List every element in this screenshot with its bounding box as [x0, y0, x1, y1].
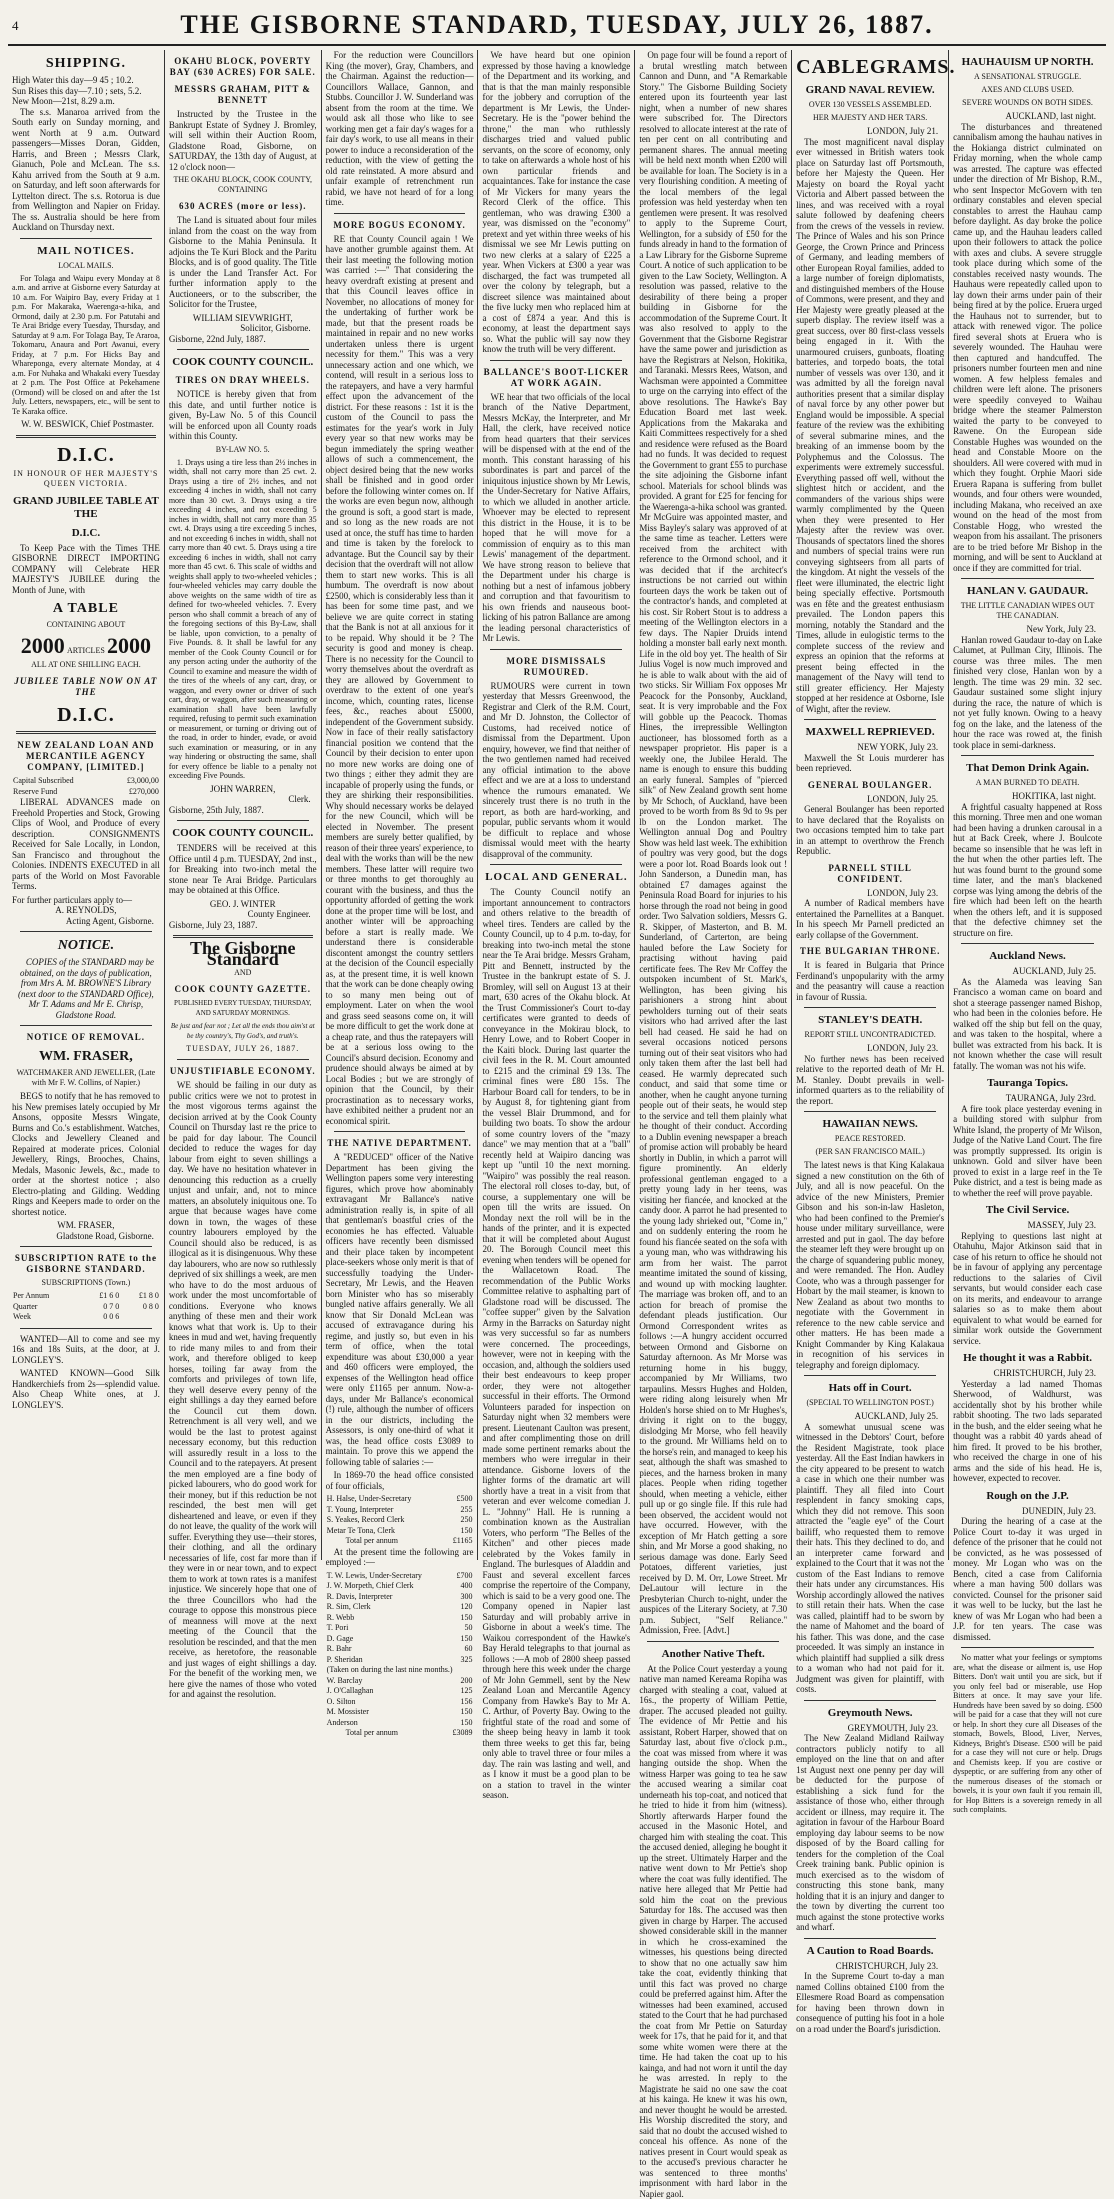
dic-text: To Keep Pace with the Times THE GISBORNE DIRECT IMPORTING COMPANY will Celebrate HER MAJESTY'S JUBILEE during the Month of June, with	[12, 543, 160, 596]
cook-county-heading-2: COOK COUNTY COUNCIL.	[169, 827, 317, 840]
native-text: A "REDUCED" officer of the Native Department has been giving the Wellington papers some very interesting figures, which prove how abominably extravagant Mr Ballance's native administration really is, in spite of all that gentleman's boastful cries of the economies he has effected. Valuable officers have recently been dismissed and their place taken by incompetent place-seekers whose only merit is that of successfully toadying the Under-Secretary, Mr Lewis, and the Heaven born Minister who has so miserably bungled native affairs generally. We all know that Sir Donald McLean was accused of extravagance during his regime, and justly so, but even in his term of office, when the total expenditure was about £30,000 a year and 460 officers were employed, the expenses of the Wellington head office were only £1165 per annum. Now-a-days, under Mr Ballance's economical (!) rule, although the number of officers in the our districts, including the Assessors, is only one-third of what it was, the head office costs £3089 to maintain. To prove this we append the following table of salaries :—	[326, 1152, 474, 1467]
review-heading: GRAND NAVAL REVIEW.	[796, 84, 944, 97]
boulanger-dateline: LONDON, July 25.	[796, 794, 938, 805]
salary-row-cell: 156	[455, 1697, 473, 1708]
divider	[20, 1328, 152, 1329]
salary-row	[326, 1676, 474, 1687]
salary-row	[326, 1505, 474, 1516]
rabbit-text: Yesterday a lad named Thomas Sherwood, of Waldhurst, was accidentally shot by his brother while rabbit shooting. The two lads separated in the bush, and the elder seeing what he thought was a rabbit 40 yards ahead of him fired. It proved to be his brother, who received the charge in one of his arms and the side of his head. He is, however, expected to recover.	[953, 1379, 1102, 1484]
salary-row-cell: 125	[455, 1686, 473, 1697]
hop-bitters-advert: No matter what your feelings or symptoms are, what the disease or ailment is, use Hop Bitters. Don't wait until you are sick, but if you only feel bad or miserable, use Hop Bitters at once. It may save your life. Hundreds have been saved by so doing. £500 will be paid for a case that they will not cure or help. In short they cure all Diseases of the stomach, Bowels, Blood, Liver, Nerves, Kidneys, Bright's Disease. £500 will be paid for a case they will not cure or help. Drugs and Chemists keep. If you are costive or dyspeptic, or are suffering from any other of the numerous diseases of the stomach or bowels, it is your own fault if you remain ill, for Hop Bitters is a sovereign remedy in all such complaints.	[953, 1653, 1102, 1815]
fraser-address: Gladstone Road, Gisborne.	[12, 1231, 154, 1242]
stanley-heading: STANLEY'S DEATH.	[796, 1014, 944, 1027]
hats-text: A somewhat unusual scene was witnessed in the Debtors' Court, before the Resident Magistrate, took place yesterday. All the East Indian hawkers in the city appeared to be present to watch a case in which one their number was plaintiff. They all filed into Court resplendent in fancy smoking caps, which they did not remove. This soon attracted the "eagle eye" of the Court bailiff, who requested them to remove their hats. This they declined to do, and an interpreter came forward and explained to the Court that it was not the custom of the East Indians to remove their hats under any circumstances. His Worship accordingly allowed the natives to still retain their hats. When the case was called, plaintiff had to be sworn by the name of Mahomet and the board of his father. This was done, and the case proceeded. It was simply an instance in which plaintiff had supplied a silk dress to a woman who had not paid for it. Judgment was given for plaintiff, with costs.	[796, 1422, 944, 1695]
shipping-heading: SHIPPING.	[12, 56, 160, 72]
stanley-dateline: LONDON, July 23.	[796, 1043, 938, 1054]
a-table-heading: A TABLE	[12, 601, 160, 617]
divider	[804, 1375, 936, 1376]
salary-row	[326, 1718, 474, 1729]
salary-row-cell: T. Young, Interpreter	[326, 1505, 448, 1516]
at-present: At the present time the following are employed :—	[326, 1547, 474, 1568]
salary-row-cell: T. Pori	[326, 1623, 456, 1634]
subscription-row	[12, 1291, 160, 1302]
warren-name: JOHN WARREN,	[169, 784, 317, 795]
salary-row-cell: 400	[455, 1581, 473, 1592]
mail-text: For Tolaga and Waipu every Monday at 8 a.m. and arrive at Gisborne every Saturday at 10 a.m. For Waipiro Bay, every Friday at 1 p.m. For Makaraka, Waerenga-a-hika, and Ormond, daily at 2.30 p.m. For Patutahi and Te Arai Bridge every Tuesday, Thursday, and Saturday at 9 a.m. For Tolaga Bay, Te Araroa, Tokomaru, Anaura and Port Awanui, every Friday, at 7 p.m. For Hicks Bay and Whareponga, every alternate Monday, at 4 a.m. For Nuhaka and Whakaki every Tuesday at 2 p.m. The Post Office at Pekehamene (Ormond) will be closed on and after the 1st July. Letters, newspapers, etc., will be sent to Te Karaka office.	[12, 274, 160, 417]
divider	[334, 1131, 466, 1132]
demon-sub: A MAN BURNED TO DEATH.	[953, 778, 1102, 788]
dismissals-heading: MORE DISMISSALS RUMOURED.	[482, 656, 630, 678]
parnell-text: A number of Radical members have entertained the Parnellites at a Banquet. In his speech Mr Parnell predicted an early collapse of the Government.	[796, 898, 944, 940]
page-number: 4	[12, 18, 19, 34]
fraser-heading: WM. FRASER,	[12, 1049, 160, 1065]
hats-dateline: AUCKLAND, July 25.	[796, 1411, 938, 1422]
salary-row-cell: 255	[448, 1505, 473, 1516]
notice-text: COPIES of the STANDARD may be obtained, on the days of publication, from Mrs A. M. BROWNE'S Library (next door to the STANDARD Office), Mr T. Adams and Mr E. Chrisp, Gladstone Road.	[12, 957, 160, 1020]
bylaw-text: 1. Drays using a tire less than 2½ inches in width, shall not carry more than 25 cwt. 2. Drays using a tire of 2½ inches, and not exceeding 4 inches in width, shall not carry more than 30 cwt. 3. Drays using a tire exceeding 4 inches, and not exceeding 5 inches in width, shall not carry more than 35 cwt. 4. Drays using a tire exceeding 5 inches, and not exceeding 6 inches in width, shall not carry more than 40 cwt. 5. Drays using a tire exceeding 6 inches in width, shall not carry more than 45 cwt. 6. This scale of widths and weights shall apply to two-wheeled vehicles ; four-wheeled vehicles may carry double the above weights on the same width of tire as defined for two-wheeled vehicles. 7. Every person who shall commit a breach of any of the foregoing sections of this By-Law, shall be liable, upon conviction, to a penalty of Five Pounds. 8. It shall be lawful for any member of the Cook County Council or for any person acting under the authority of the Council to examine and measure the width of the tires of the wheels of any cart, dray, or waggon, and every owner or driver of such cart, dray, or waggon, after such measuring or examination shall have been lawfully required, refusing to permit such examination or measurement, or turning or driving out of the road, in order to hinder, evade, or avoid such examination or measuring, or in any way hindering or obstructing the same, shall for every offence be liable to a penalty not exceeding Five Pounds.	[169, 458, 317, 781]
fraser-title: WATCHMAKER AND JEWELLER, (Late with Mr F. W. Collins, of Napier.)	[12, 1068, 160, 1088]
further-particulars: For further particulars apply to—	[12, 895, 160, 906]
dic-honour: IN HONOUR OF HER MAJESTY'S QUEEN VICTORIA.	[12, 469, 160, 489]
parnell-heading: PARNELL STILL CONFIDENT.	[796, 863, 944, 885]
salary-row	[326, 1571, 474, 1582]
articles-number: 2000	[21, 633, 65, 658]
engineer-title: County Engineer.	[169, 909, 311, 920]
agent-title: Acting Agent, Gisborne.	[12, 916, 154, 927]
hawaii-sub-2: (PER SAN FRANCISCO MAIL.)	[796, 1147, 944, 1157]
salary-row-cell: J. O'Callaghan	[326, 1686, 456, 1697]
salary-row-cell: £500	[448, 1494, 473, 1505]
reserve-label: Reserve Fund	[12, 787, 108, 798]
salary-row	[326, 1526, 474, 1537]
one-shilling: ALL AT ONE SHILLING EACH.	[12, 660, 160, 670]
native-heading: THE NATIVE DEPARTMENT.	[326, 1138, 474, 1149]
unjust-heading: UNJUSTIFIABLE ECONOMY.	[169, 1066, 317, 1077]
cook-county-heading: COOK COUNTY COUNCIL.	[169, 356, 317, 369]
maxwell-dateline: NEW YORK, July 23.	[796, 742, 938, 753]
salary-row	[326, 1623, 474, 1634]
subscription-row-cell: £1 8 0	[120, 1291, 160, 1302]
rabbit-heading: He thought it was a Rabbit.	[953, 1352, 1102, 1365]
columns	[8, 50, 1106, 1560]
divider	[16, 435, 156, 438]
nz-loan-heading: NEW ZEALAND LOAN AND MERCANTILE AGENCY COMPANY, [LIMITED.]	[12, 740, 160, 773]
divider	[961, 943, 1094, 944]
hanlan-text: Hanlan rowed Gaudaur to-day on Lake Calumet, at Pullman City, Illinois. The course was three miles. The men finished very close, Hanlan won by a length. The time was 29 min. 32 sec. Gaudaur sustained some slight injury during the race, the nature of which is not yet fully known. Owing to a heavy fog on the lake, and the lateness of the hour the race was rowed at, the finish took place in semi-darkness.	[953, 635, 1102, 751]
salary-total-present	[326, 1728, 474, 1739]
review-sub-2: HER MAJESTY AND HER TARS.	[796, 113, 944, 123]
subscription-row-cell: 0 8 0	[120, 1302, 160, 1313]
demon-text: A frightful casualty happened at Ross this morning. Three men and one woman had been having a drunken carousal in a hut at Back Creek, where J. Boulcote became so insensible that he was left in the hut when the other parties left. The hut was found burnt to the ground some time later, and the man's blackened corpse was lying among the debris of the fire which had been left on the hearth when the others left, and it is supposed that the defective chimney set the structure on fire.	[953, 802, 1102, 939]
published-line: PUBLISHED EVERY TUESDAY, THURSDAY, AND SATURDAY MORNINGS.	[169, 998, 317, 1018]
jp-dateline: DUNEDIN, July 23.	[953, 1506, 1096, 1517]
hats-sub: (SPECIAL TO WELLINGTON POST.)	[796, 1398, 944, 1408]
salary-row	[326, 1686, 474, 1697]
review-dateline: LONDON, July 21.	[796, 126, 938, 137]
salary-row-cell: 120	[455, 1602, 473, 1613]
salary-row-cell: 150	[455, 1613, 473, 1624]
divider	[20, 1246, 152, 1247]
auckland-text: As the Alameda was leaving San Francisco a woman came on board and shot a steerage passenger named Bishop, who had been in the colonies before. He walked off the ship but fell on the quay, and was taken to the hospital, where a bullet was extracted from his back. It is not known whether the case will result fatally. The woman was not his wife.	[953, 977, 1102, 1072]
boulanger-heading: GENERAL BOULANGER.	[796, 780, 944, 791]
salary-row-cell: 150	[448, 1526, 473, 1537]
salary-row	[326, 1707, 474, 1718]
unjust-text: WE should be failing in our duty as public critics were we not to protest in the most vigorous terms against the decision arrived at by the Cook County Council on Thursday last re the price to be paid for day labour. The Council decided to reduce the wages for day labour from eight to seven shillings a day. We have no hesitation whatever in denouncing this reduction as a cruelly unjust and unfair, and, not to mince matters, an absolutely iniquitous one. To argue that because wages have come down in town, the wages of these country labourers employed by the Council should also be reduced, is as illogical as it is disingenuous. Why these day labourers, who are now so ruthlessly deprived of six shillings a week, are men who have to do the most arduous of work under the most uncomfortable of conditions. Everyone who knows anything of these men and their work knows what that work is. Up to their knees in mud and wet, having frequently to ride many miles to and from their work, and therefore obliged to keep horses, toiling far away from the comforts and privileges of town life, they well deserve every penny of the eight shillings a day they earned before the Council cut them down. Retrenchment is all very well, and we would be the last to protest against necessary economy, but this reduction will assuredly result in a loss to the Council and to the ratepayers. At present the men employed are a fine body of picked labourers, who do good work for their money, but if this reduction be not rescinded, the best men will get disheartened and leave, or even if they do not leave, the quality of the work will suffer. Everything they use—their stores, their clothing, and all the ordinary necessaries of life, cost far more than if they were in or near town, and to expect them to work at town rates is a manifest injustice. We sincerely hope that one of the three Councillors who had the courage to oppose this monstrous piece of meanness will move at the next meeting of the Council that the resolution be rescinded, and that the men receive, as heretofore, the reasonable and just wages of eight shillings a day. For the benefit of the working men, we here give the names of those who voted for and against the resolution.	[169, 1080, 317, 1700]
okahu-block: THE OKAHU BLOCK, COOK COUNTY, CONTAINING	[169, 175, 317, 195]
divider	[804, 1111, 936, 1112]
salary-row-cell: 300	[455, 1592, 473, 1603]
salary-row-cell: H. Halse, Under-Secretary	[326, 1494, 448, 1505]
hawaii-sub: PEACE RESTORED.	[796, 1134, 944, 1144]
capital-value: £3,000,00	[108, 776, 160, 787]
salary-row-cell: O. Silton	[326, 1697, 456, 1708]
okahu-firm: MESSRS GRAHAM, PITT & BENNETT	[169, 84, 317, 106]
greymouth-dateline: GREYMOUTH, July 23.	[796, 1723, 938, 1734]
winter-name: GEO. J. WINTER	[169, 899, 317, 910]
postmaster-signature: W. W. BESWICK, Chief Postmaster.	[12, 419, 154, 430]
dic-small-heading: D.I.C.	[12, 527, 160, 540]
salary-row	[326, 1581, 474, 1592]
subscription-row-cell: Quarter	[12, 1302, 81, 1313]
parnell-dateline: LONDON, July 23.	[796, 888, 938, 899]
shipping-text: The s.s. Manaroa arrived from the South early on Sunday morning, and went North at 9 a.m. Outward passengers—Misses Doran, Gidden, Harris, and Breen ; Messrs Clark, Gianuch, Pole and McLean. The s.s. Kahu arrived from the South at 9 a.m. on Saturday, and left soon afterwards for Lyttelton direct. The s.s. Rotorua is due from Wellington and Napier on Friday. The ss. Australia should be here from Auckland on Thursday next.	[12, 107, 160, 233]
divider	[490, 649, 622, 650]
reduction-text: For the reduction were Councillors King (the mover), Gray, Chambers, and the Chairman. Against the reduction—Councillors Wallace, Gannon, and Stubbs. Councillor J. W. Sunderland was absent from the room at the time. We would ask all those who like to see working men get a fair day's wages for a fair day's work, to use all means in their power to induce a reconsideration of the reduction, with the view of getting the old rate reinstated. A more absurd and unfair example of retrenchment run rabid, we have not heard of for a long time.	[326, 50, 474, 208]
salary-row-cell: T. W. Lewis, Under-Secretary	[326, 1571, 456, 1582]
tauranga-dateline: TAURANGA, July 23rd.	[953, 1093, 1096, 1104]
local-general-text: The County Council notify an important announcement to contractors and others relative to the breadth of wheel tires. Tenders are called by the County Council, up to 4 p.m. to-day, for breaking into two-inch metal the stone near the Te Arai bridge. Messrs Graham, Pitt and Bennett, instructed by the Trustee in the bankrupt estate of S. J. Bromley, will sell on August 13 at their mart, 630 acres of the Okahu block. At the Trust Commissioner's Court to-day certificates were granted to deeds of conveyance in the Mokirau block, to Henry Lowe, and to Robert Cooper in the Kaiti block. During last quarter the civil fees in the R. M. Court amounted to £215 and the criminal £9 13s. The criminal fines were £80 15s. The Harbour Board call for tenders, to be in by August 8, for tightening giant from the vessel Blair Drummond, and for building two boats. To show the ardour of some country lovers of the "mazy dance" we may mention that at a "ball" recently held at Waipiro dancing was kept up "until 10 the next morning. "Waipiro" was possibly the real reason. The electoral roll closes to-day, but, of course, a supplementary one will be open till the writs are issued. On Monday next the roll will be in the hands of the printer, and it is expected that it will be completed about August 20. The Borough Council meet this evening when tenders will be opened for the Wallacetown Road. The recommendation of the Public Works Committee relative to asphalting part of Gladstone road will be discussed. The "coffee supper" given by the Salvation Army in the Barracks on Saturday night was very successful so far as numbers were concerned. The proceedings, however, were not in keeping with the occasion, and, although the soldiers used their best endeavours to keep proper order, they were not altogether successful in their efforts. The Ormond Volunteers paraded for inspection on Saturday night when 32 members were present. Lieutenant Caulton was present, and after complimenting those on drill made some pertinent remarks about the members who were irregular in their attendance. Gisborne lovers of the lighter forms of the dramatic art will shortly have a treat in a visit from that veteran and ever welcome comedian J. L. "Johnny" Hall. He is running a combination known as the Australian Voters, who perform "The Belles of the Kitchen" and other pieces made celebrated by the Vokes family in England. The burlesques of Aladdin and Faust and several excellent farces comprise the repertoire of the Company, which is said to be a very good one. The Company opened in Napier last Saturday and will probably arrive in Gisborne in about a week's time. The Waikou correspondent of the Hawke's Bay Herald telegraphs to that journal as follows :—A mob of 2800 sheep passed through here this week under the charge of Mr John Gemmell, sent by the New Zealand Loan and Mercantile Agency Company from Hawke's Bay to Mr A. C. Arthur, of Poverty Bay. Owing to the frightful state of the road and some of the sheep being heavy in lamb it took them three weeks to get this far, being only able to travel three or four miles a day. The rain was lasting and well, and as I know it must be a good plan to be on a station to travel in the winter season.	[482, 887, 630, 1801]
hauhau-sub-2: AXES AND CLUBS USED.	[953, 85, 1102, 95]
civil-heading: The Civil Service.	[953, 1204, 1102, 1217]
tides-line: High Water this day—9 45 ; 10.2.	[12, 75, 160, 86]
salary-row-cell: (Taken on during the last nine months.)	[326, 1665, 456, 1676]
divider	[961, 755, 1094, 756]
masthead	[8, 4, 1106, 46]
auckland-heading: Auckland News.	[953, 950, 1102, 963]
jubilee-table-heading: GRAND JUBILEE TABLE AT THE	[12, 495, 160, 521]
sievwright-name: WILLIAM SIEVWRIGHT,	[169, 313, 317, 324]
salary-row-cell: R. Sim, Clerk	[326, 1602, 456, 1613]
auckland-dateline: AUCKLAND, July 25.	[953, 966, 1096, 977]
salary-table-present	[326, 1571, 474, 1729]
dismissals-text: RUMOURS were current in town yesterday that Messrs Greenwood, the Registrar and Clerk of the R.M. Court, and Mr D. Johnston, the Collector of Customs, had received notice of dismissal from the Department. Upon enquiry, however, we find that neither of the two gentlemen named had received any official intimation to the above effect and we are at a loss to understand whence the rumours emanated. We sincerely trust there is no truth in the report, as both are hard-working, and popular, public servants whom it would be difficult to replace and whose dismissal would meet with the hearty disapproval of the community.	[482, 681, 630, 860]
salary-row-cell: 200	[455, 1676, 473, 1687]
divider	[334, 213, 466, 214]
native-theft-text: At the Police Court yesterday a young native man named Kereama Ropiha was charged with stealing a coat, valued at 16s., the property of William Pettie, draper. The accused pleaded not guilty. The evidence of Mr Pettie and his assistant, Robert Harper, showed that on Saturday last, about five o'clock p.m., the coat was missed from where it was hanging outside the shop. When the witness Harper was going to tea he saw the accused wearing a similar coat underneath his top-coat, and noticed that he tried to hide it from him (witness). Shortly afterwards Harper found the accused in the Masonic Hotel, and charged him with stealing the coat. This the accused denied, alleging he bought it up the street. Ultimately Harper and the native went down to Mr Pettie's shop where the coat was fully identified. The native here alleged that Mr Pettie had sold him the coat on the previous Saturday for 18s. The accused was then given in charge by Harper. The accused showed considerable skill in the manner in which he cross-examined the witnesses, his questions being directed to show that no one actually saw him take the coat, evidently thinking that until this fact was proved no charge could be preferred against him. After the witnesses had been examined, accused stated to the Court that he had purchased the coat from Mr Pettie on Saturday week for 17s, that he paid for it, and that some white women were there at the time. He had taken the coat up to his kainga, and had not worn it until the day he was arrested. In reply to the Magistrate he said no one saw the coat at his kainga. He knew it was his own, and never thought he would be arrested. His Worship discredited the story, and said that no doubt the accused wished to conceal his offence. As none of the natives present in Court would speak as to the accused's previous character he was sentenced to three months' imprisonment with hard labor in the Napier gaol.	[639, 1664, 787, 2199]
salary-row-cell: 150	[455, 1634, 473, 1645]
hats-heading: Hats off in Court.	[796, 1382, 944, 1395]
salary-row	[326, 1644, 474, 1655]
paper-and: AND	[169, 968, 317, 978]
divider	[177, 1059, 309, 1060]
salary-row-cell: 60	[455, 1644, 473, 1655]
hauhau-sub-3: SEVERE WOUNDS ON BOTH SIDES.	[953, 98, 1102, 108]
salary-row	[326, 1515, 474, 1526]
salary-row-cell: J. W. Morpeth, Chief Clerk	[326, 1581, 456, 1592]
column-6	[792, 50, 949, 1560]
bogus-text: RE that County Council again ! We have another grumble against them. At their last meeting the following motion was carried :—" That considering the heavy overdraft existing at present and that this Council leaves office in November, no allocations of money for the undertaking of further work be made, but that the present roads be maintained in repair and no new works undertaken unless there is urgent necessity for them." This was a very unnecessary action and one which, we contend, will result in a serious loss to the ratepayers, and have a very harmful effect upon the advancement of the district. For these reasons : 1st it is the custom of the Council to pass the estimates for the year's work in July every year so that new works may be begun immediately the spring weather allows of such a commencement, the object desired being that the new works shall be finished and in good order before the following winter comes on. If the works are even begun now, although the ground is soft, a good start is made, and so long as the new roads are not used at once, the stuff has time to harden and time is taken by the forelock to advantage. But the Council say by their decision that the overdraft will not allow them to start new works. This is all humbum. The overdraft is now about £2500, which is considerably less than it has been for some time past, and we believe we are quite correct in stating that the Bank is not at all anxious for it to be repaid. Why should it be ? The security is good and money is cheap. There is no necessity for the Council to worry themselves about the overdraft as they are allowed by Government to overdraw to the extent of one year's income, which, counting rates, license fees, &c., reaches about £5000, independent of the Government subsidy. Now in face of their really satisfactory financial position we contend that the Council by their decision to enter upon no more new works are doing one of two things ; either they admit they are incapable of properly using the funds, or they are shirking their responsibilities. Why should necessary works be delayed for the new Council, which will be elected in November. The present members are surely better qualified, by reason of their three years' experience, to deal with the works than will be the new members. These latter will require two or three months to get thoroughly au courant with the business, and thus the opportunity afforded of getting the work done at the proper time will be lost, and another winter will be approaching before a start is really made. We understand there is considerable discontent amongst the country settlers at the decision of the Council especially as, at the present time, it is well known that the work can be done cheaply owing to so many men being out of employment. Later on when the wool and grass seed seasons come on, it will be more difficult to get the work done at a cheap rate, and thus the ratepayers will be at a serious loss owing to the Council's absurd decision. Economy and prudence should always be aimed at by Local Bodies ; but we are strongly of opinion that the Council, by their procrastination as to necessary works, have exhibited neither a prudent nor an economical spirit.	[326, 234, 474, 1127]
okahu-heading: OKAHU BLOCK, POVERTY BAY (630 ACRES) FOR SALE.	[169, 56, 317, 78]
bulgaria-heading: THE BULGARIAN THRONE.	[796, 946, 944, 957]
salary-total-1869	[326, 1536, 474, 1547]
local-general-heading: LOCAL AND GENERAL.	[482, 871, 630, 884]
column-5	[635, 50, 792, 1560]
fraser-text: BEGS to notify that he has removed to his New premises lately occupied by Mr Ansons, opposite Messrs Wingate, Burns and Co.'s establishment. Watches, Clocks and Jewellery Cleaned and Repaired at moderate prices. Colonial Jewellery, Rings, Brooches, Chains, Medals, Masonic Jewels, &c., made to order at the shortest notice ; also Electro-plating and Gilding. Wedding Rings and Keepers made to order on the shortest notice.	[12, 1091, 160, 1217]
subscription-row-cell: 0 7 0	[81, 1302, 121, 1313]
articles-word: ARTICLES	[67, 646, 105, 655]
capital-label: Capital Subscribed	[12, 776, 108, 787]
caution-text: In the Supreme Court to-day a man named Collins obtained £100 from the Ellesmere Road Board as compensation for having been thrown down in consequence of putting his foot in a hole on a road under the Board's jurisdiction.	[796, 1971, 944, 2034]
subscription-row-cell: Per Annum	[12, 1291, 81, 1302]
notice-heading: NOTICE.	[12, 938, 160, 954]
demon-dateline: HOKITIKA, last night.	[953, 791, 1096, 802]
maxwell-text: Maxwell the St Louis murderer has been reprieved.	[796, 753, 944, 774]
local-mails-subhead: LOCAL MAILS.	[12, 261, 160, 271]
motto: Be just and fear not ; Let all the ends thou aim'st at be thy country's, Thy God's, and truth's.	[169, 1021, 317, 1041]
masthead-title: THE GISBORNE STANDARD, TUESDAY, JULY 26, 1887.	[8, 10, 1106, 40]
stanley-sub: REPORT STILL UNCONTRADICTED.	[796, 1030, 944, 1040]
okahu-text-2: The Land is situated about four miles inland from the coast on the way from Gisborne to the Mahia Peninsula. It adjoins the Te Kuri Block and the Paritu Blocks, and is of good quality. The Title is under the Land Transfer Act. For further information apply to the Auctioneers, or to the subscriber, the Solicitor for the Trustee,	[169, 215, 317, 310]
clerk-title: Clerk.	[169, 794, 311, 805]
divider	[647, 1641, 779, 1642]
agent-name: A. REYNOLDS,	[12, 905, 160, 916]
in-1869: In 1869-70 the head office consisted of four officials,	[326, 1470, 474, 1491]
hawaii-heading: HAWAIIAN NEWS.	[796, 1118, 944, 1131]
cablegrams-heading: CABLEGRAMS.	[796, 56, 944, 78]
salary-row-cell: R. Webb	[326, 1613, 456, 1624]
liberal-text: LIBERAL ADVANCES made on Freehold Properties and Stock, Growing Clips of Wool, and Produce of every description. CONSIGNMENTS Received for Sale Locally, in London, San Francisco and throughout the Colonies. INDENTS EXECUTED in all parts of the World on Most Favorable Terms.	[12, 797, 160, 892]
salary-row-cell: R. Bahr	[326, 1644, 456, 1655]
paper-gazette: COOK COUNTY GAZETTE.	[169, 984, 317, 995]
divider	[804, 1007, 936, 1008]
salary-table-1869	[326, 1494, 474, 1536]
removal-heading: NOTICE OF REMOVAL.	[12, 1032, 160, 1043]
bogus-heading: MORE BOGUS ECONOMY.	[326, 220, 474, 231]
salary-row-cell: S. Yeakes, Record Clerk	[326, 1515, 448, 1526]
paper-name: The Gisborne Standard	[169, 943, 317, 964]
stanley-text: No further news has been received relative to the reported death of Mr H. M. Stanley. Doubt prevails in well-informed quarters as to the reliability of the report.	[796, 1054, 944, 1107]
maxwell-heading: MAXWELL REPRIEVED.	[796, 726, 944, 739]
divider	[177, 820, 309, 821]
total-label: Total per annum	[326, 1536, 440, 1547]
fraser-sign: WM. FRASER,	[12, 1220, 160, 1231]
divider	[177, 349, 309, 350]
hauhau-text: The disturbances and threatened cannibalism among the hauhau natives in the Hokianga district culminated on Friday morning, when the whole camp was arrested. The capture was effected under the direction of Mr Bishop, R.M., who sent Inspector McGovern with ten ordinary constables and eleven special constables to arrest the Hauhau camp before daylight. As day broke the police came up, and the Hauhau leaders called upon their followers to attack the police with axes and clubs. A severe struggle took place during which some of the constables received nasty wounds. The Hauhaus were repeatedly called upon to lay down their arms under pain of their being fired at by the police. Eruera urged the Hauhaus not to surrender, but to attack with renewed vigor. The police fired several shots at Eruera who is severely wounded. The Hauhau were then captured and handcuffed. The prisoners number fourteen men and nine women. A few helpless females and children were left alone. The prisoners were speedily conveyed to Waihau bridge where the steamer Palmerston waited the party to be conveyed to Rawene. On the European side Constable Hughes was wounded on the head and Constable Moore on the shoulders. All were covered with mud in which they fought. Orphie Maori side Eruera Rapana is suffering from bullet wounds, and four others were wounded, including Makana, who received an axe wound on the head of the most from Constable Hogg, who wrested the weapon from his assailant. The prisoners are to be tried before Mr Bishop in the morning, and will be sent to Auckland at once if they are committed for trial.	[953, 122, 1102, 574]
divider	[961, 1647, 1094, 1648]
greymouth-heading: Greymouth News.	[796, 1707, 944, 1720]
subscription-row	[12, 1312, 160, 1323]
hanlan-sub: THE LITTLE CANADIAN WIPES OUT THE CANADIAN.	[953, 601, 1102, 621]
tenders-date: Gisborne, July 23, 1887.	[169, 920, 317, 931]
jp-heading: Rough on the J.P.	[953, 1490, 1102, 1503]
subscription-sub: SUBSCRIPTIONS (Town.)	[12, 1278, 160, 1288]
rabbit-dateline: CHRISTCHURCH, July 23.	[953, 1368, 1096, 1379]
divider	[20, 238, 152, 239]
divider	[961, 578, 1094, 579]
divider	[20, 1025, 152, 1026]
salary-row-cell: £700	[455, 1571, 473, 1582]
hawaii-text: The latest news is that King Kalakaua signed a new constitution on the 6th of July, and all is now peaceful. On the advice of the new Ministers, Premier Gibson and his son-in-law Hasleton, who had been confined to the Premier's house under military surveillance, were arrested and put in gaol. The day before the steamer left they were brought up on the charge of squandering public money, and were remanded. The Hon. Audley Coote, who was a through passenger for Hobart by the mail steamer, is known to New Zealand as about two months to negotiate with the Government in reference to the new cable service and other matters. He has been made a Knight Commander by King Kalakaua in recognition of his services in telegraphy and foreign diplomacy.	[796, 1160, 944, 1370]
bylaw-heading: BY-LAW NO. 5.	[169, 445, 317, 455]
sun-line: Sun Rises this day—7.10 ; sets, 5.2.	[12, 86, 160, 97]
subscription-row	[12, 1302, 160, 1313]
salary-row	[326, 1602, 474, 1613]
capital-table	[12, 776, 160, 797]
subscription-row-cell: Week	[12, 1312, 81, 1323]
subscription-table	[12, 1291, 160, 1323]
salary-row-cell: D. Gage	[326, 1634, 456, 1645]
divider	[490, 360, 622, 361]
dic-big-heading: D.I.C.	[12, 704, 160, 726]
divider	[804, 1938, 936, 1939]
column-3	[322, 50, 479, 1560]
salary-row	[326, 1592, 474, 1603]
hanlan-heading: HANLAN V. GAUDAUR.	[953, 585, 1102, 598]
salary-row-cell: M. Mossister	[326, 1707, 456, 1718]
caution-heading: A Caution to Road Boards.	[796, 1945, 944, 1958]
bootlicker-text: WE hear that two officials of the local branch of the Native Department, Messrs McKay, the Interpreter, and Mr Hall, the clerk, have received notice from head quarters that their services will be dispensed with at the end of the month. This constant harassing of his subordinates is part and parcel of the iniquitous injustice shown by Mr Lewis, the Under-Secretary for Native Affairs, to which we alluded in another article. Whoever may be elected to represent this district in the House, it is to be hoped that he will move for a commission of enquiry as to this man Lewis' management of the department. We have strong reason to believe that the Department under his charge is nothing but a nest of infamous jobbery and corruption and that favouritism to his own friends and nauseous boot-licking of his patron Ballance are among the leading personal characteristics of Mr Lewis.	[482, 392, 630, 644]
bootlicker-heading: BALLANCE'S BOOT-LICKER AT WORK AGAIN.	[482, 367, 630, 389]
hauhau-heading: HAUHAUISM UP NORTH.	[953, 56, 1102, 69]
column-7	[949, 50, 1106, 1560]
tires-heading: TIRES ON DRAY WHEELS.	[169, 375, 317, 386]
salary-row	[326, 1655, 474, 1666]
jubilee-now: JUBILEE TABLE NOW ON AT THE	[12, 676, 160, 698]
salary-row-cell: 150	[455, 1718, 473, 1729]
salary-row-cell: 50	[455, 1623, 473, 1634]
okahu-acres: 630 ACRES (more or less).	[169, 201, 317, 212]
wanted-suits: WANTED—All to come and see my 16s and 18s Suits, at the door, at J. LONGLEY'S.	[12, 1334, 160, 1366]
total-value: £1165	[440, 1536, 474, 1547]
salary-row	[326, 1613, 474, 1624]
bulgaria-text: It is feared in Bulgaria that Prince Ferdinand's unpopularity with the army and the peasantry will cause a reaction in favour of Russia.	[796, 960, 944, 1002]
hauhau-dateline: AUCKLAND, last night.	[953, 111, 1096, 122]
wanted-handkerchiefs: WANTED KNOWN—Good Silk Handkerchiefs from 2s—splendid value. Also Cheap White ones, at J. LONGLEY'S.	[12, 1368, 160, 1410]
tauranga-text: A fire took place yesterday evening in a building stored with sulphur from White Island, the property of Mr Wilson, Judge of the Native Land Court. The fire was promptly suppressed. Its origin is unknown. Gold and silver have been proved to exist in a large reef in the Te Puke district, and a test is being made as to whether the reef will prove payable.	[953, 1104, 1102, 1199]
issue-date: TUESDAY, JULY 26, 1887.	[169, 1044, 317, 1054]
tenders-text: TENDERS will be received at this Office until 4 p.m. TUESDAY, 2nd inst., for Breaking into two-inch metal the stone near Te Arai Bridge. Particulars may be obtained at this Office.	[169, 843, 317, 896]
subscription-row-cell: £1 6 0	[81, 1291, 121, 1302]
column-4	[478, 50, 635, 1560]
demon-heading: That Demon Drink Again.	[953, 762, 1102, 775]
column-1	[8, 50, 165, 1560]
column-2	[165, 50, 322, 1560]
salary-row-cell: W. Barclay	[326, 1676, 456, 1687]
salary-row-cell: 250	[448, 1515, 473, 1526]
total-label: Total per annum	[326, 1728, 440, 1739]
salary-row-cell: Metar Te Tona, Clerk	[326, 1526, 448, 1537]
tauranga-heading: Tauranga Topics.	[953, 1077, 1102, 1090]
civil-text: Replying to questions last night at Otahuhu, Major Atkinson said that in case of his return to office he should not be in favour of applying any percentage reductions to the salaries of Civil servants, but would consider each case on its merits, and endeavour to arrange salaries so as to make them about equivalent to what would be earned for similar work outside the Government service.	[953, 1231, 1102, 1347]
salary-row-cell: R. Davis, Interpreter	[326, 1592, 456, 1603]
subscription-row-cell	[120, 1312, 160, 1323]
reserve-value: £270,000	[108, 787, 160, 798]
jp-text: During the hearing of a case at the Police Court to-day it was urged in defence of the prisoner that he could not be convicted, as he was possessed of money. Mr Logan who was on the Bench, cited a case from California where a man having 500 dollars was convicted. Counsel for the prisoner said it was well to be lucky, but the last he knew of was Mr Logan who had been a J.P. for ten years. The case was dismissed.	[953, 1516, 1102, 1642]
bylaw-date: Gisborne, 25th July, 1887.	[169, 805, 317, 816]
review-text: The most magnificent naval display ever witnessed in British waters took place on Saturday last off Portsmouth, before her Majesty the Queen. Her Majesty on board the Royal yacht Victoria and Albert passed between the lines, and was received with a royal salute followed by deafening cheers from the crews of the vessels in review. The Prince of Wales and his son Prince George, the Crown Prince and Princess of Germany, and leading members of other European Royal families, added to a large number of foreign diplomatists, and distinguished members of the House of Commons, were present, and they and Her Majesty were greatly pleased at the superb display. The review itself was a great success, over 80 first-class vessels being engaged in it. With the unarmoured cruisers, gunboats, floating batteries, and torpedo boats, the total number of vessels was over 130, and it was admitted by all the foreign naval authorities present that a similar display of naval force by any other power but England would be impossible. A special feature of the review was the exhibiting of several submarine mines, and the breaking of an immense boom by the Polyphemus and the Colossus. The experiments were extremely successful. Everything passed off well, without the slightest hitch or accident, and the commanders of the various ships were warmly complimented by the Queen when they were presented to Her Majesty after the review was over. Thousands of spectators lined the shores and numbers of special trains were run conveying sightseers from all parts of the kingdom. At night the vessels of the fleet were illuminated, the electric light being specially effective. Portsmouth was en fête and the greatest enthusiasm prevailed. The London papers this morning, notably the Standard and the Times, allude in eulogistic terms to the complete success of the review and express an opinion that the reforms at present being effected in the management of the Navy will tend to still greater efficiency. Her Majesty stopped at her residence at Osborne, Isle of Wight, after the review.	[796, 137, 944, 715]
solicitor-title: Solicitor, Gisborne.	[169, 323, 311, 334]
salary-row-cell: Anderson	[326, 1718, 456, 1729]
salary-row	[326, 1697, 474, 1708]
native-theft-heading: Another Native Theft.	[639, 1648, 787, 1661]
local-continued-text: On page four will be found a report of a brutal wrestling match between Cannon and Dunn, and "A Remarkable Story." The Gisborne Building Society entered upon its fourteenth year last night, when a number of new shares were subscribed for. The Directors resolved to allocate interest at the rate of ten per cent on all contributing and permanent shares. The annual meeting will be held next month when £200 will be available for loan. The Society is in a very flourishing condition. A meeting of the local members of the legal profession was held yesterday when ten gentlemen were present. It was resolved to apply to the Supreme Court, Wellington, for a subsidy of £50 for the funds already in hand to the formation of a Law Library for the Gisborne Supreme Court. A notice of such application to be given to the Law Society, Wellington. A resolution was passed, relative to the desirability of there being a proper building in Gisborne for the accommodation of the Supreme Court. It was also resolved to apply to the Government that the Gisborne Registrar have the same power and jurisdiction as have the Registrars at Nelson, Hokitika, and Taranaki. Messrs Rees, Watson, and Wachsman were appointed a Committee to urge on the carrying into effect of the above resolutions. The Hawke's Bay Education Board met last week. Applications from the Makaraka and Kaiti Committees respectively for a shed and residence were refused as the Board had no funds. It was decided to request the Government to grant £55 to purchase the site adjoining the Gisborne infant school. Materials for school blinds was provided. A grant for £25 for fencing for the Waerenga-a-hika school was granted. Mr McGuire was appointed master, and Miss Bayley's salary was approved of at the same time as teacher. Letters were received from the architect with reference to the Ormond school, and it was decided that if the architect's instructions be not carried out within fourteen days the work be taken out of the contractor's hands, and completed at his cost. Sir Robert Stout is to address a meeting of the Wellington electors in a few days. The Napier Druids intend holding a monster ball early next month. Life in the old boy yet. The health of Sir Julius Vogel is now much improved and he is able to walk about with the aid of two sticks. Sir William Fox opposes Mr Peacock for the Ponsonby, Auckland, seat. It is very improbable and the Fox will gobble up the Peacock. Thomas Hines, the irrepressible Wellington auctioneer, has blossomed forth as a newspaper proprietor. His paper is a weekly one, the Jubilee Herald. The name is enough to ensure this budding an early funeral. Samples of "pierced silk" of New Zealand growth sent home by Mr Schoch, of Auckland, have been proved to be worth from 8s 9d to 9s per lb on the London market. The Wellington annual Dog and Poultry Show was held last week. The exhibition of poultry was very good, but the dogs were a poor lot. Road Boards look out ! John Sanderson, a Dunedin man, has obtained £7 damages against the Peninsula Road Board for injuries to his horse through the road not being in good order. Two Salvation soldiers, Messrs G. R. Skipper, of Masterton, and B. M. Sunderland, of Carterton, are being hauled before the Law Society for practising without having paid certificate fees. The Rev Mr Coffey the outspoken incumbent of St. Mark's, Wellington, has been giving his parishioners a strong hint about pewholders turning out of their seats visitors who had arrived after the last bell had ceased. He said he had on several occasions noticed persons turning out of their seat visitors who had only taken them after the last bell had ceased. He warmly deprecated such conduct, and said that some time or another, when he caught anyone turning people out of their seats, he would step to the service and tell them plainly what he thought of their conduct. According to a Dublin evening newspaper a breach of promise action will probably be heard shortly in Dublin, in which a parrot will figure prominently. An elderly professional gentleman engaged to a pretty young lady in her teens, was visiting her fiancée, and knocked at the candy door. A parrot he had presented to the young lady shrieked out, "Come in," and on suddenly entering the room he found his fiancée seated on the sofa with a young man, who was withdrawing his arm from her waist. The parrot meantime imitated the sound of kissing, and wound up with mocking laughter. The marriage was broken off, and to an action for breach of promise the defendant pleads justification. Our Ormond Correspondent writes as follows :—A hungry accident occurred between Ormond and Gisborne on Saturday afternoon. As Mr Morse was returning home in his buggy, accompanied by Mr Williams, two tarpaulins. Messrs Hughes and Holden, were riding along leisurely when Mr Holden's horse shied on to Mr Hughes's, driving it right on to the buggy, dislodging Mr Morse, who fell heavily to the ground. Mr Williams held on to the horse's rein, and managed to keep his seat, although the shaft was smashed to pieces, and the harness broken in many places. People when riding together should, when meeting a vehicle, either pull up or go single file. If this rule had been observed, the accident would not have occurred. However, with the exception of Mr Hatch getting a sore shin, and Mr Morse a good shaking, no serious damage was done. Early Seed Potatoes, different varieties, just received by D. M. Orr, Lowe Street. Mr DeLautour will lecture in the Presbyterian Church to-night, under the auspices of the Literary Society, at 7.30 p.m. Subject, "Self Reliance." Admission, Free. [Advt.]	[639, 50, 787, 1636]
divider	[16, 731, 156, 734]
articles-count	[12, 633, 160, 659]
salary-row	[326, 1494, 474, 1505]
tires-intro: NOTICE is hereby given that from this date, and until further notice is given, By-Law No. 5 of this Council will be enforced upon all County roads within this County.	[169, 389, 317, 442]
okahu-date: Gisborne, 22nd July, 1887.	[169, 334, 317, 345]
subscription-heading: SUBSCRIPTION RATE to the GISBORNE STANDARD.	[12, 1253, 160, 1275]
moon-line: New Moon—21st, 8.29 a.m.	[12, 96, 160, 107]
okahu-text: Instructed by the Trustee in the Bankrupt Estate of Sydney J. Bromley, will sell within their Auction Room, Gladstone Road, Gisborne, on SATURDAY, the 13th day of August, at 12 o'clock noon—	[169, 109, 317, 172]
divider	[804, 1700, 936, 1701]
salary-row	[326, 1665, 474, 1676]
salary-row-cell: 325	[455, 1655, 473, 1666]
dic-heading: D.I.C.	[12, 444, 160, 466]
salary-row-cell	[455, 1665, 473, 1676]
civil-dateline: MASSEY, July 23.	[953, 1220, 1096, 1231]
mail-heading: MAIL NOTICES.	[12, 245, 160, 258]
caution-dateline: CHRISTCHURCH, July 23.	[796, 1961, 938, 1972]
hauhau-sub-1: A SENSATIONAL STRUGGLE.	[953, 72, 1102, 82]
divider	[490, 864, 622, 865]
containing-label: CONTAINING ABOUT	[12, 620, 160, 630]
lewis-text: We have heard but one opinion expressed by those having a knowledge of the Department and its working, and that is that the man mainly responsible for the jobbery and corruption of the department is Mr Lewis, the Under-Secretary. He is the "power behind the throne," the man who ruthlessly discharges tried and valued public servants, on the score of economy, only to take on afterwards a whole host of his own particular friends and acquaintances. Take for instance the case of Mr Vickers for many years the Record Clerk of the office. This gentleman, who was drawing £300 a year, was dismissed on the "economy" pretext and yet within three weeks of his dismissal we see Mr Lewis putting on two new clerks at a salary of £225 a year. When Vickers at £300 a year was discharged, the fact was trumpeted all over the colony by telegraph, but a discreet silence was maintained about the five lucky men who replaced him at a cost of £874 a year. And this is economy, at least the department says so. What the public will say now they know the truth will be very different.	[482, 50, 630, 355]
salary-row-cell: 150	[455, 1707, 473, 1718]
salary-row-cell: P. Sheridan	[326, 1655, 456, 1666]
subscription-row-cell: 0 0 6	[81, 1312, 121, 1323]
divider	[20, 931, 152, 932]
articles-number-2: 2000	[107, 633, 151, 658]
salary-row	[326, 1634, 474, 1645]
review-sub-1: OVER 130 VESSELS ASSEMBLED.	[796, 100, 944, 110]
hanlan-dateline: New York, July 23.	[953, 624, 1096, 635]
total-value: £3089	[439, 1728, 473, 1739]
boulanger-text: General Boulanger has been reported to have declared that the Royalists on two occasions tempted him to take part in an attempt to overthrow the French Republic.	[796, 804, 944, 857]
greymouth-text: The New Zealand Midland Railway contractors publicly notify to all employed on the line that on and after 1st August next one penny per day will be deducted for the purpose of establishing a sick fund for the assistance of those who, either through accident or illness, may require it. The agitation in favour of the Harbour Board employing day labour seems to be now disposed of by the Board calling for tenders for the completion of the Coal Creek training bank. Public opinion is much exercised as to the wisdom of constructing this stone bank, many holding that it is an injury and danger to the town by diverting the current too much against the stone protective works and wharf.	[796, 1733, 944, 1933]
divider	[804, 719, 936, 720]
